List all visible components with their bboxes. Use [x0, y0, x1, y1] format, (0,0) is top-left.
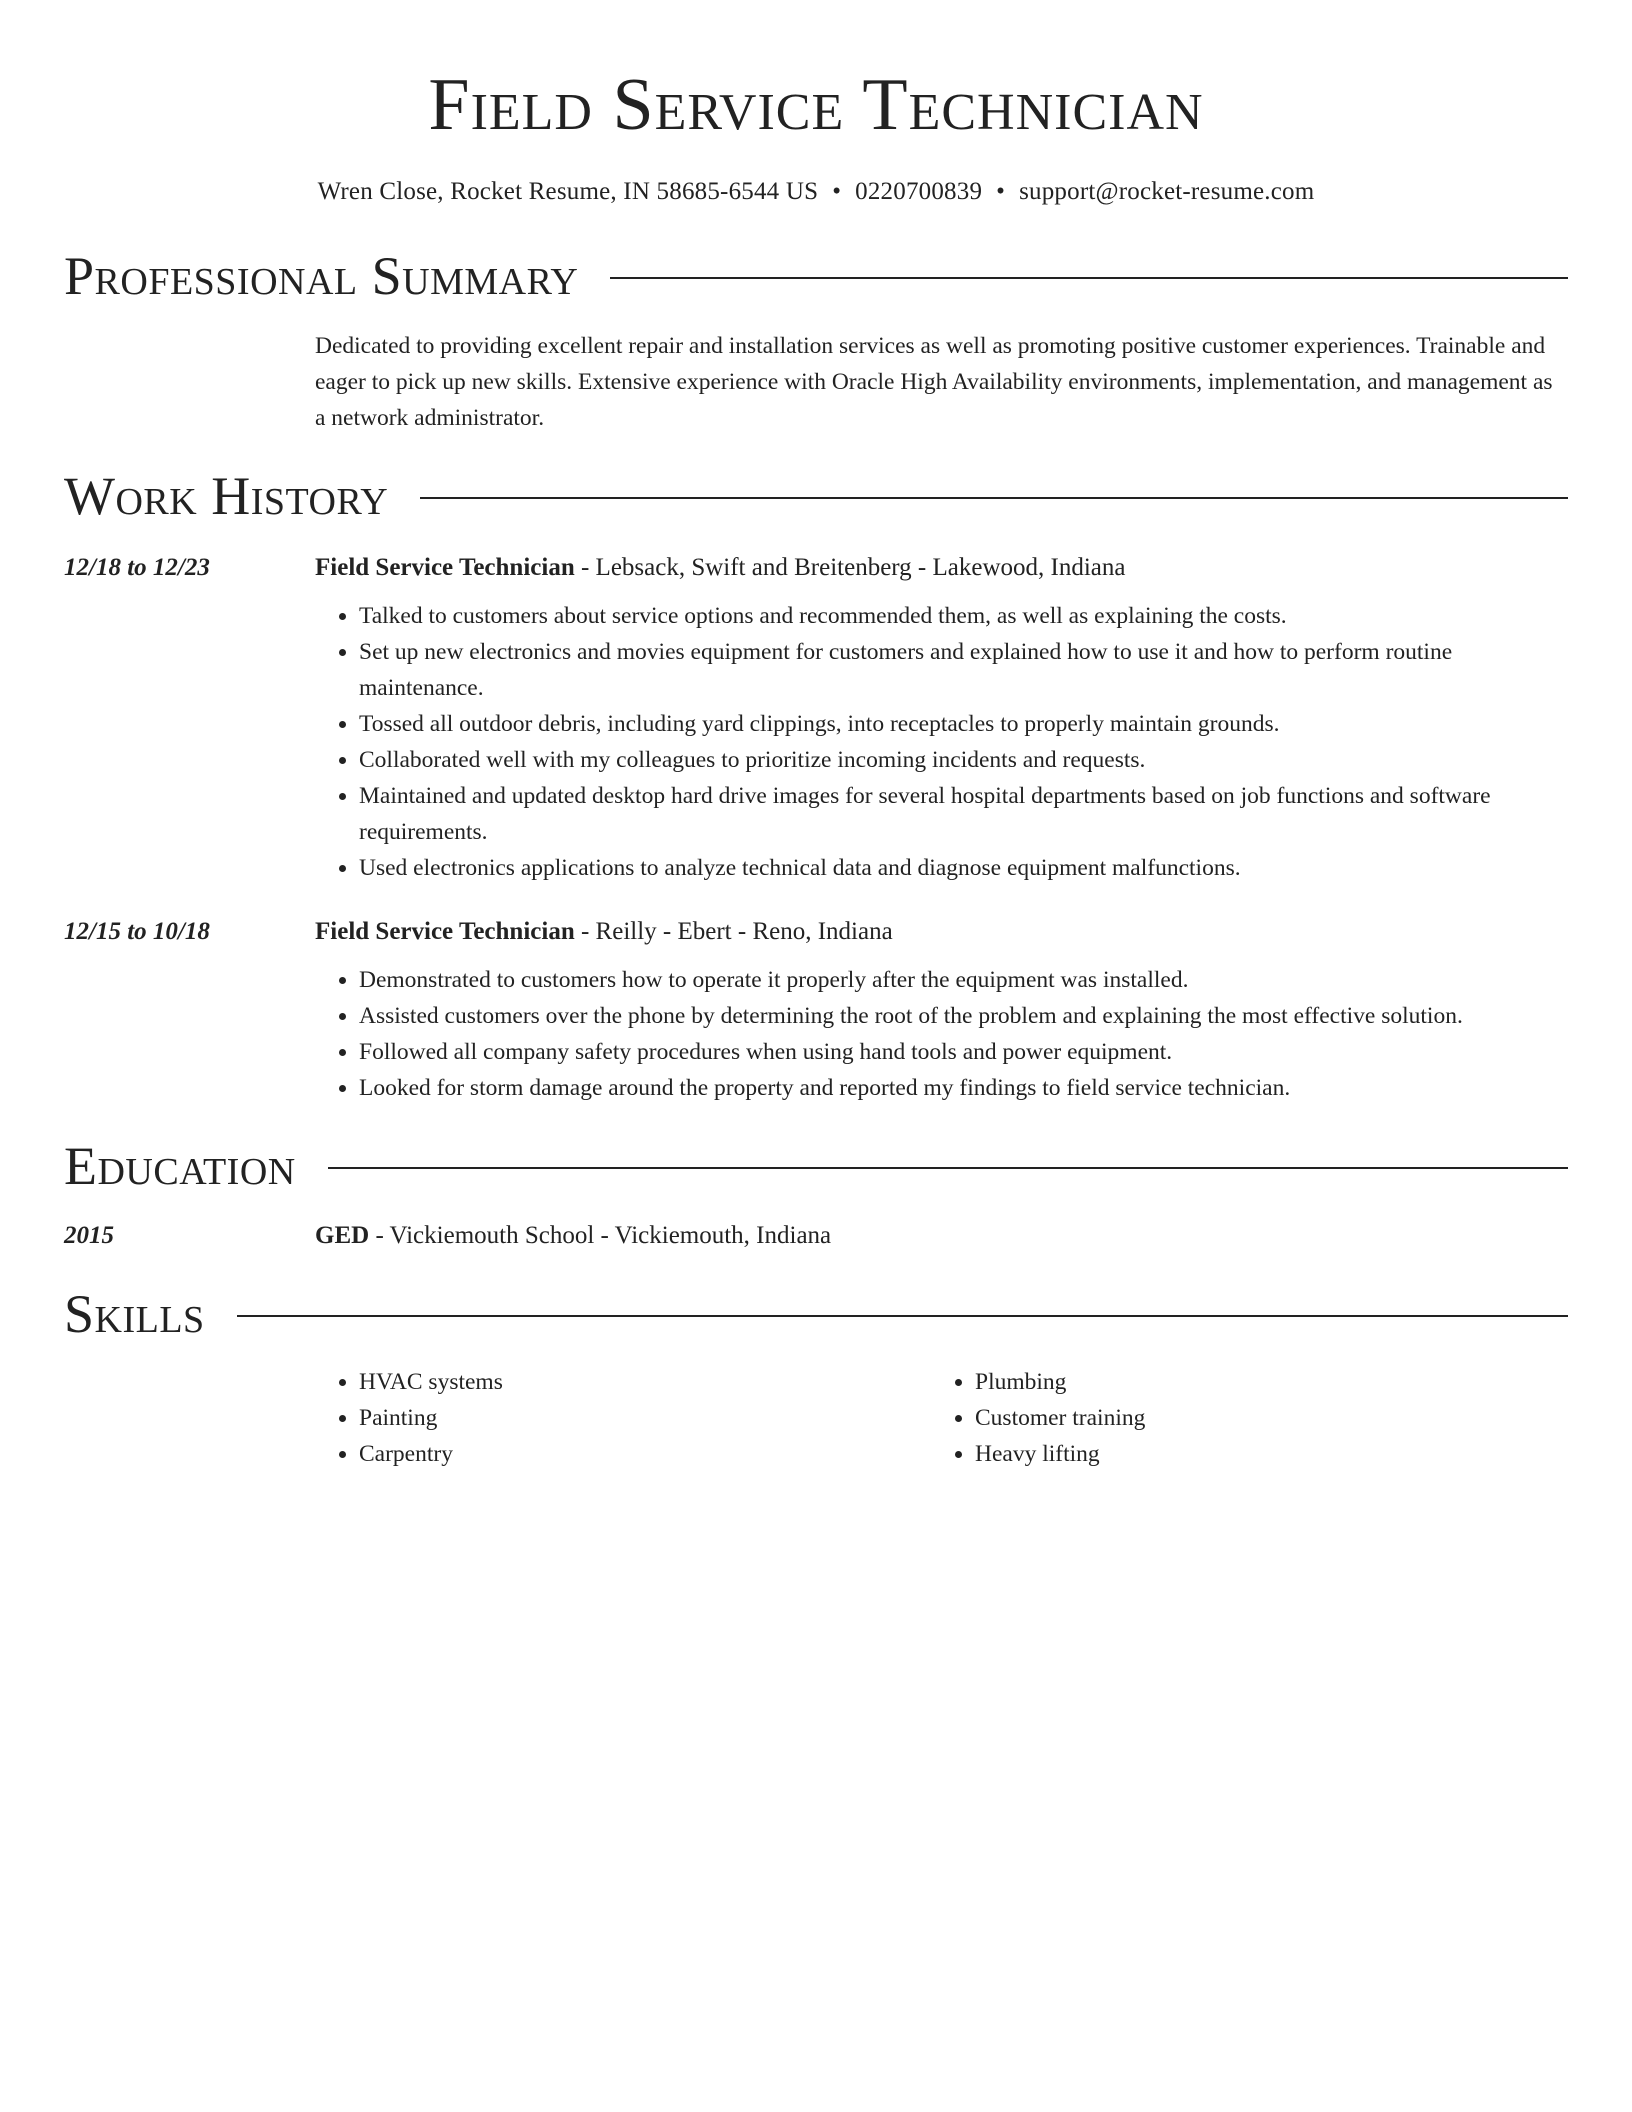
skills-section-title: Skills: [64, 1284, 205, 1344]
job-bullets: [315, 962, 1568, 1106]
summary-section-title: Professional Summary: [64, 246, 579, 306]
job-bullet: • Followed all company safety procedures when using hand tools and power equipment.: [359, 1034, 1568, 1070]
job-entry: [64, 550, 1568, 886]
job-employer: - Lebsack, Swift and Breitenberg - Lakewood, Indiana: [574, 554, 1126, 581]
contact-address: Wren Close, Rocket Resume, IN 58685-6544 US: [317, 178, 819, 205]
resume-name: Field Service Technician: [428, 64, 1204, 146]
contact-email: support@rocket-resume.com: [1019, 178, 1315, 205]
section-divider: [610, 277, 1568, 279]
skills-bullets: [315, 1364, 931, 1472]
job-dates: 12/18 to 12/23: [64, 554, 210, 581]
job-heading: [315, 914, 1568, 950]
contact-separator: •: [996, 178, 1006, 205]
skills-section-header: [64, 1282, 1568, 1346]
job-bullets: [315, 598, 1568, 886]
job-bullet: • Looked for storm damage around the property and reported my findings to field service technician.: [359, 1070, 1568, 1106]
skill-item: • HVAC systems: [359, 1364, 931, 1400]
section-divider: [420, 497, 1568, 499]
section-divider: [328, 1167, 1568, 1169]
education-school: - Vickiemouth School - Vickiemouth, Indiana: [369, 1222, 832, 1249]
education-section-header: [64, 1134, 1568, 1198]
job-employer: - Reilly - Ebert - Reno, Indiana: [574, 918, 893, 945]
job-bullet: • Tossed all outdoor debris, including yard clippings, into receptacles to properly maintain grounds.: [359, 706, 1568, 742]
education-year: 2015: [64, 1222, 114, 1249]
job-entry: [64, 914, 1568, 1106]
contact-line: [64, 176, 1568, 208]
job-heading: [315, 550, 1568, 586]
education-entry: [64, 1218, 1568, 1254]
contact-separator: •: [832, 178, 842, 205]
job-content: [315, 550, 1568, 886]
job-bullet: • Set up new electronics and movies equipment for customers and explained how to use it and how to perform routine maintenance.: [359, 634, 1568, 706]
section-divider: [237, 1315, 1568, 1317]
skills-column-right: [931, 1364, 1547, 1472]
job-bullet: • Maintained and updated desktop hard drive images for several hospital departments based on job functions and software requirements.: [359, 778, 1568, 850]
job-title: Field Service Technician: [315, 554, 575, 581]
education-section-title: Education: [64, 1136, 296, 1196]
education-degree: GED: [315, 1222, 370, 1249]
skill-item: • Heavy lifting: [975, 1436, 1547, 1472]
job-title: Field Service Technician: [315, 918, 575, 945]
work-section-title: Work History: [64, 466, 389, 526]
job-bullet: • Collaborated well with my colleagues to prioritize incoming incidents and requests.: [359, 742, 1568, 778]
skills-list: [315, 1364, 1568, 1472]
job-bullet: • Assisted customers over the phone by determining the root of the problem and explaining the most effective solution.: [359, 998, 1568, 1034]
job-dates: 12/15 to 10/18: [64, 918, 210, 945]
skill-item: • Painting: [359, 1400, 931, 1436]
job-bullet: • Demonstrated to customers how to operate it properly after the equipment was installed.: [359, 962, 1568, 998]
resume-page: [64, 0, 1568, 1472]
education-content: [315, 1218, 1568, 1254]
job-bullet: • Talked to customers about service options and recommended them, as well as explaining the costs.: [359, 598, 1568, 634]
job-bullet: • Used electronics applications to analyze technical data and diagnose equipment malfunctions.: [359, 850, 1568, 886]
summary-section-header: [64, 244, 1568, 308]
skill-item: • Customer training: [975, 1400, 1547, 1436]
education-heading: [315, 1218, 1568, 1254]
contact-phone: 0220700839: [855, 178, 983, 205]
skills-bullets: [931, 1364, 1547, 1472]
skill-item: • Carpentry: [359, 1436, 931, 1472]
skill-item: • Plumbing: [975, 1364, 1547, 1400]
job-content: [315, 914, 1568, 1106]
summary-text: Dedicated to providing excellent repair and installation services as well as promoting positive customer experiences. Trainable and eager to pick up new skills. Extensive experience with Oracle High Availability environments, implementation, and management as a network administrator.: [315, 333, 1553, 431]
skills-column-left: [315, 1364, 931, 1472]
work-section-header: [64, 464, 1568, 528]
